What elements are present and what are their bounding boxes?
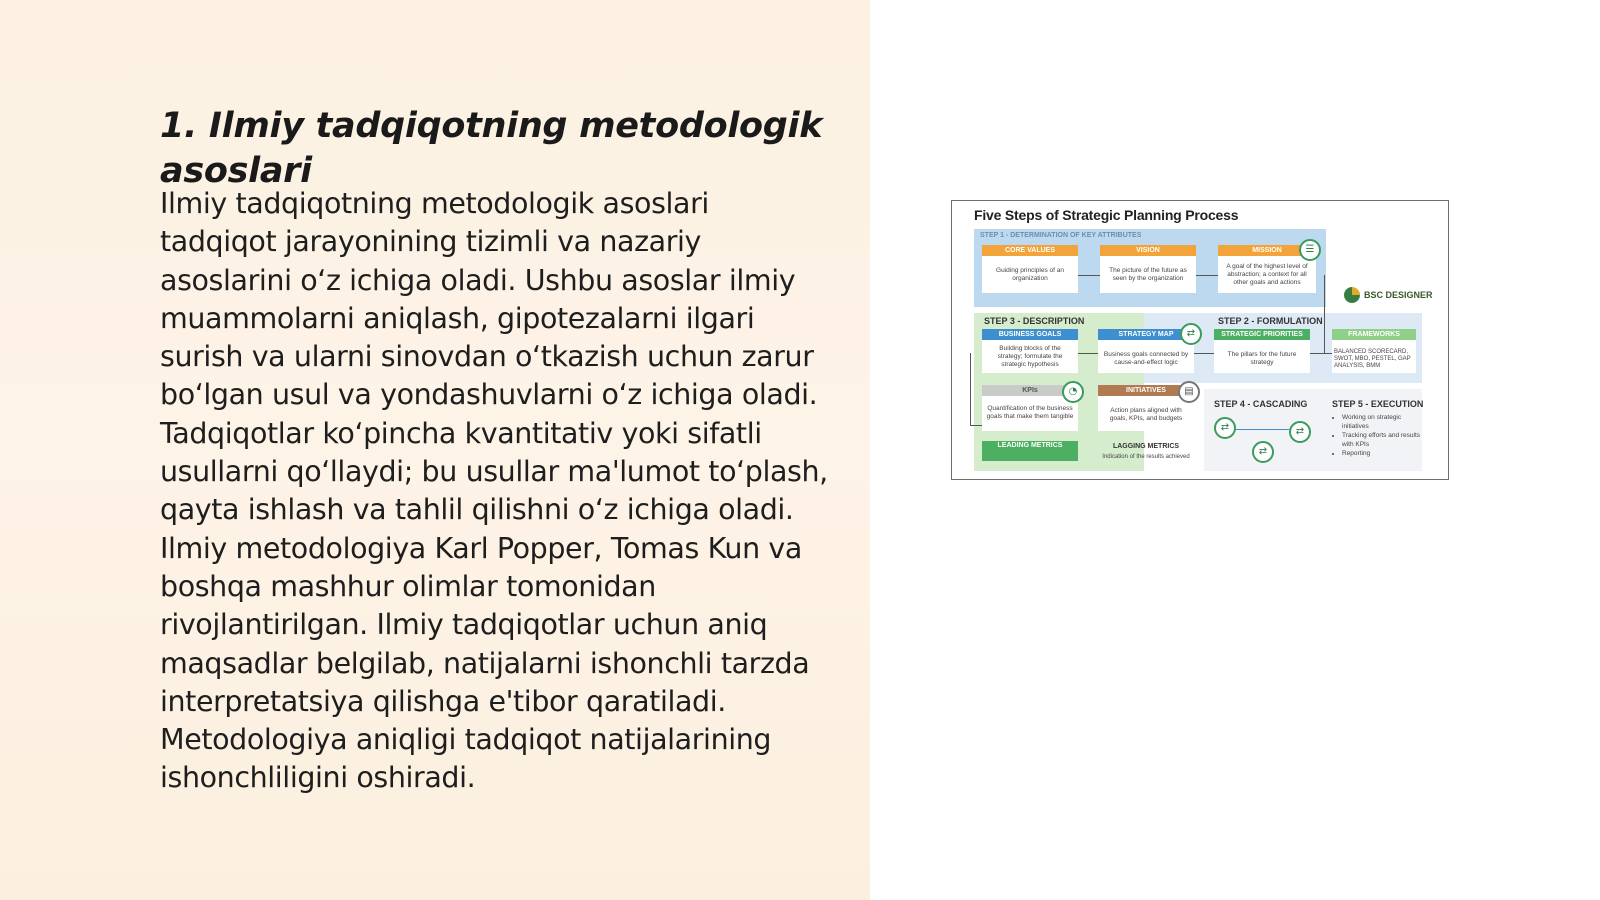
frameworks-header: FRAMEWORKS [1332,329,1416,340]
frameworks-text: BALANCED SCORECARD, SWOT, MBO, PESTEL, GAP ANALYSIS, BMM [1334,349,1411,369]
core-values-text: Guiding principles of an organization [996,267,1064,282]
lagging-metrics-text: Indication of the results achieved [1102,454,1190,460]
vision-header: VISION [1100,245,1196,256]
initiatives-header: INITIATIVES [1098,385,1194,396]
strategy-map-icon: ⇄ [1180,323,1202,345]
mission-text: A goal of the highest level of abstraction; a context for all other goals and actions [1226,263,1308,286]
kpis-text: Quantification of the business goals that make them tangible [986,405,1074,420]
kpis-header: KPIs [982,385,1078,396]
connector [1078,353,1098,354]
strategy-map-text: Business goals connected by cause-and-effect logic [1103,351,1189,366]
step4-label: STEP 4 - CASCADING [1214,399,1308,409]
mission-icon: ☰ [1299,239,1321,261]
lagging-metrics-header: LAGGING METRICS [1112,443,1180,450]
business-goals-header: BUSINESS GOALS [982,329,1078,340]
strategic-planning-figure [951,200,1449,480]
connector [1324,275,1325,353]
step3-label: STEP 3 - DESCRIPTION [984,316,1085,326]
initiatives-text: Action plans aligned with goals, KPIs, and budgets [1109,407,1183,422]
strategy-map-header: STRATEGY MAP [1098,329,1194,340]
mission-header: MISSION [1218,245,1316,256]
execution-item: • Tracking efforts and results with KPIs [1342,431,1428,449]
connector [1078,275,1100,276]
kpis-gauge-icon: ◔ [1062,381,1084,403]
logo-mark-icon [1344,287,1360,303]
cascading-node-icon: ⇄ [1252,441,1274,463]
cascading-node-icon: ⇄ [1214,417,1236,439]
step2-label: STEP 2 - FORMULATION [1218,316,1323,326]
connector [970,353,971,425]
connector [1236,429,1289,430]
figure-title: Five Steps of Strategic Planning Process [974,207,1239,223]
strategic-priorities-text: The pillars for the future strategy [1227,351,1297,366]
connector [1310,353,1332,354]
execution-item: • Reporting [1342,449,1428,458]
leading-metrics-header: LEADING METRICS [982,441,1078,461]
execution-item: • Working on strategic initiatives [1342,413,1428,431]
core-values-header: CORE VALUES [982,245,1078,256]
strategic-priorities-header: STRATEGIC PRIORITIES [1214,329,1310,340]
slide-title: 1. Ilmiy tadqiqotning metodologik asoslari [160,106,823,191]
connector [1196,275,1218,276]
body-text: Ilmiy tadqiqotning metodologik asoslari tadqiqot jarayonining tizimli va nazariy asoslarini oʻz ichiga oladi. Ushbu asoslar ilmiy muammolarni aniqlash, gipotezalarni ilgari surish va ularni sinovdan oʻtkazish uchun zarur boʻlgan usul va yondashuvlarni oʻz ichiga oladi. Tadqiqotlar koʻpincha kvantitativ yoki sifatli usullarni qoʻllaydi; bu usullar ma'lumot toʻplash, qayta ishlash va tahlil qilishni oʻz ichiga oladi. Ilmiy metodologiya Karl Popper, Tomas Kun va boshqa mashhur olimlar tomonidan rivojlantirilgan. Ilmiy tadqiqotlar uchun aniq maqsadlar belgilab, natijalarni ishonchli tarzda interpretatsiya qilishga e'tibor qaratiladi. Metodologiya aniqligi tadqiqot natijalarining ishonchliligini oshiradi. [160,187,828,795]
business-goals-text: Building blocks of the strategy; formulate the strategic hypothesis [997,345,1063,368]
vision-text: The picture of the future as seen by the organization [1109,267,1187,282]
cascading-node-icon: ⇄ [1289,421,1311,443]
execution-list [1332,413,1428,458]
step1-label: STEP 1 - DETERMINATION OF KEY ATTRIBUTES [980,232,1142,239]
bsc-designer-logo [1344,287,1433,303]
initiatives-clipboard-icon: ▤ [1178,381,1200,403]
connector [1194,353,1214,354]
connector [970,425,982,426]
step5-label: STEP 5 - EXECUTION [1332,399,1424,409]
logo-text: BSC DESIGNER [1364,290,1433,300]
